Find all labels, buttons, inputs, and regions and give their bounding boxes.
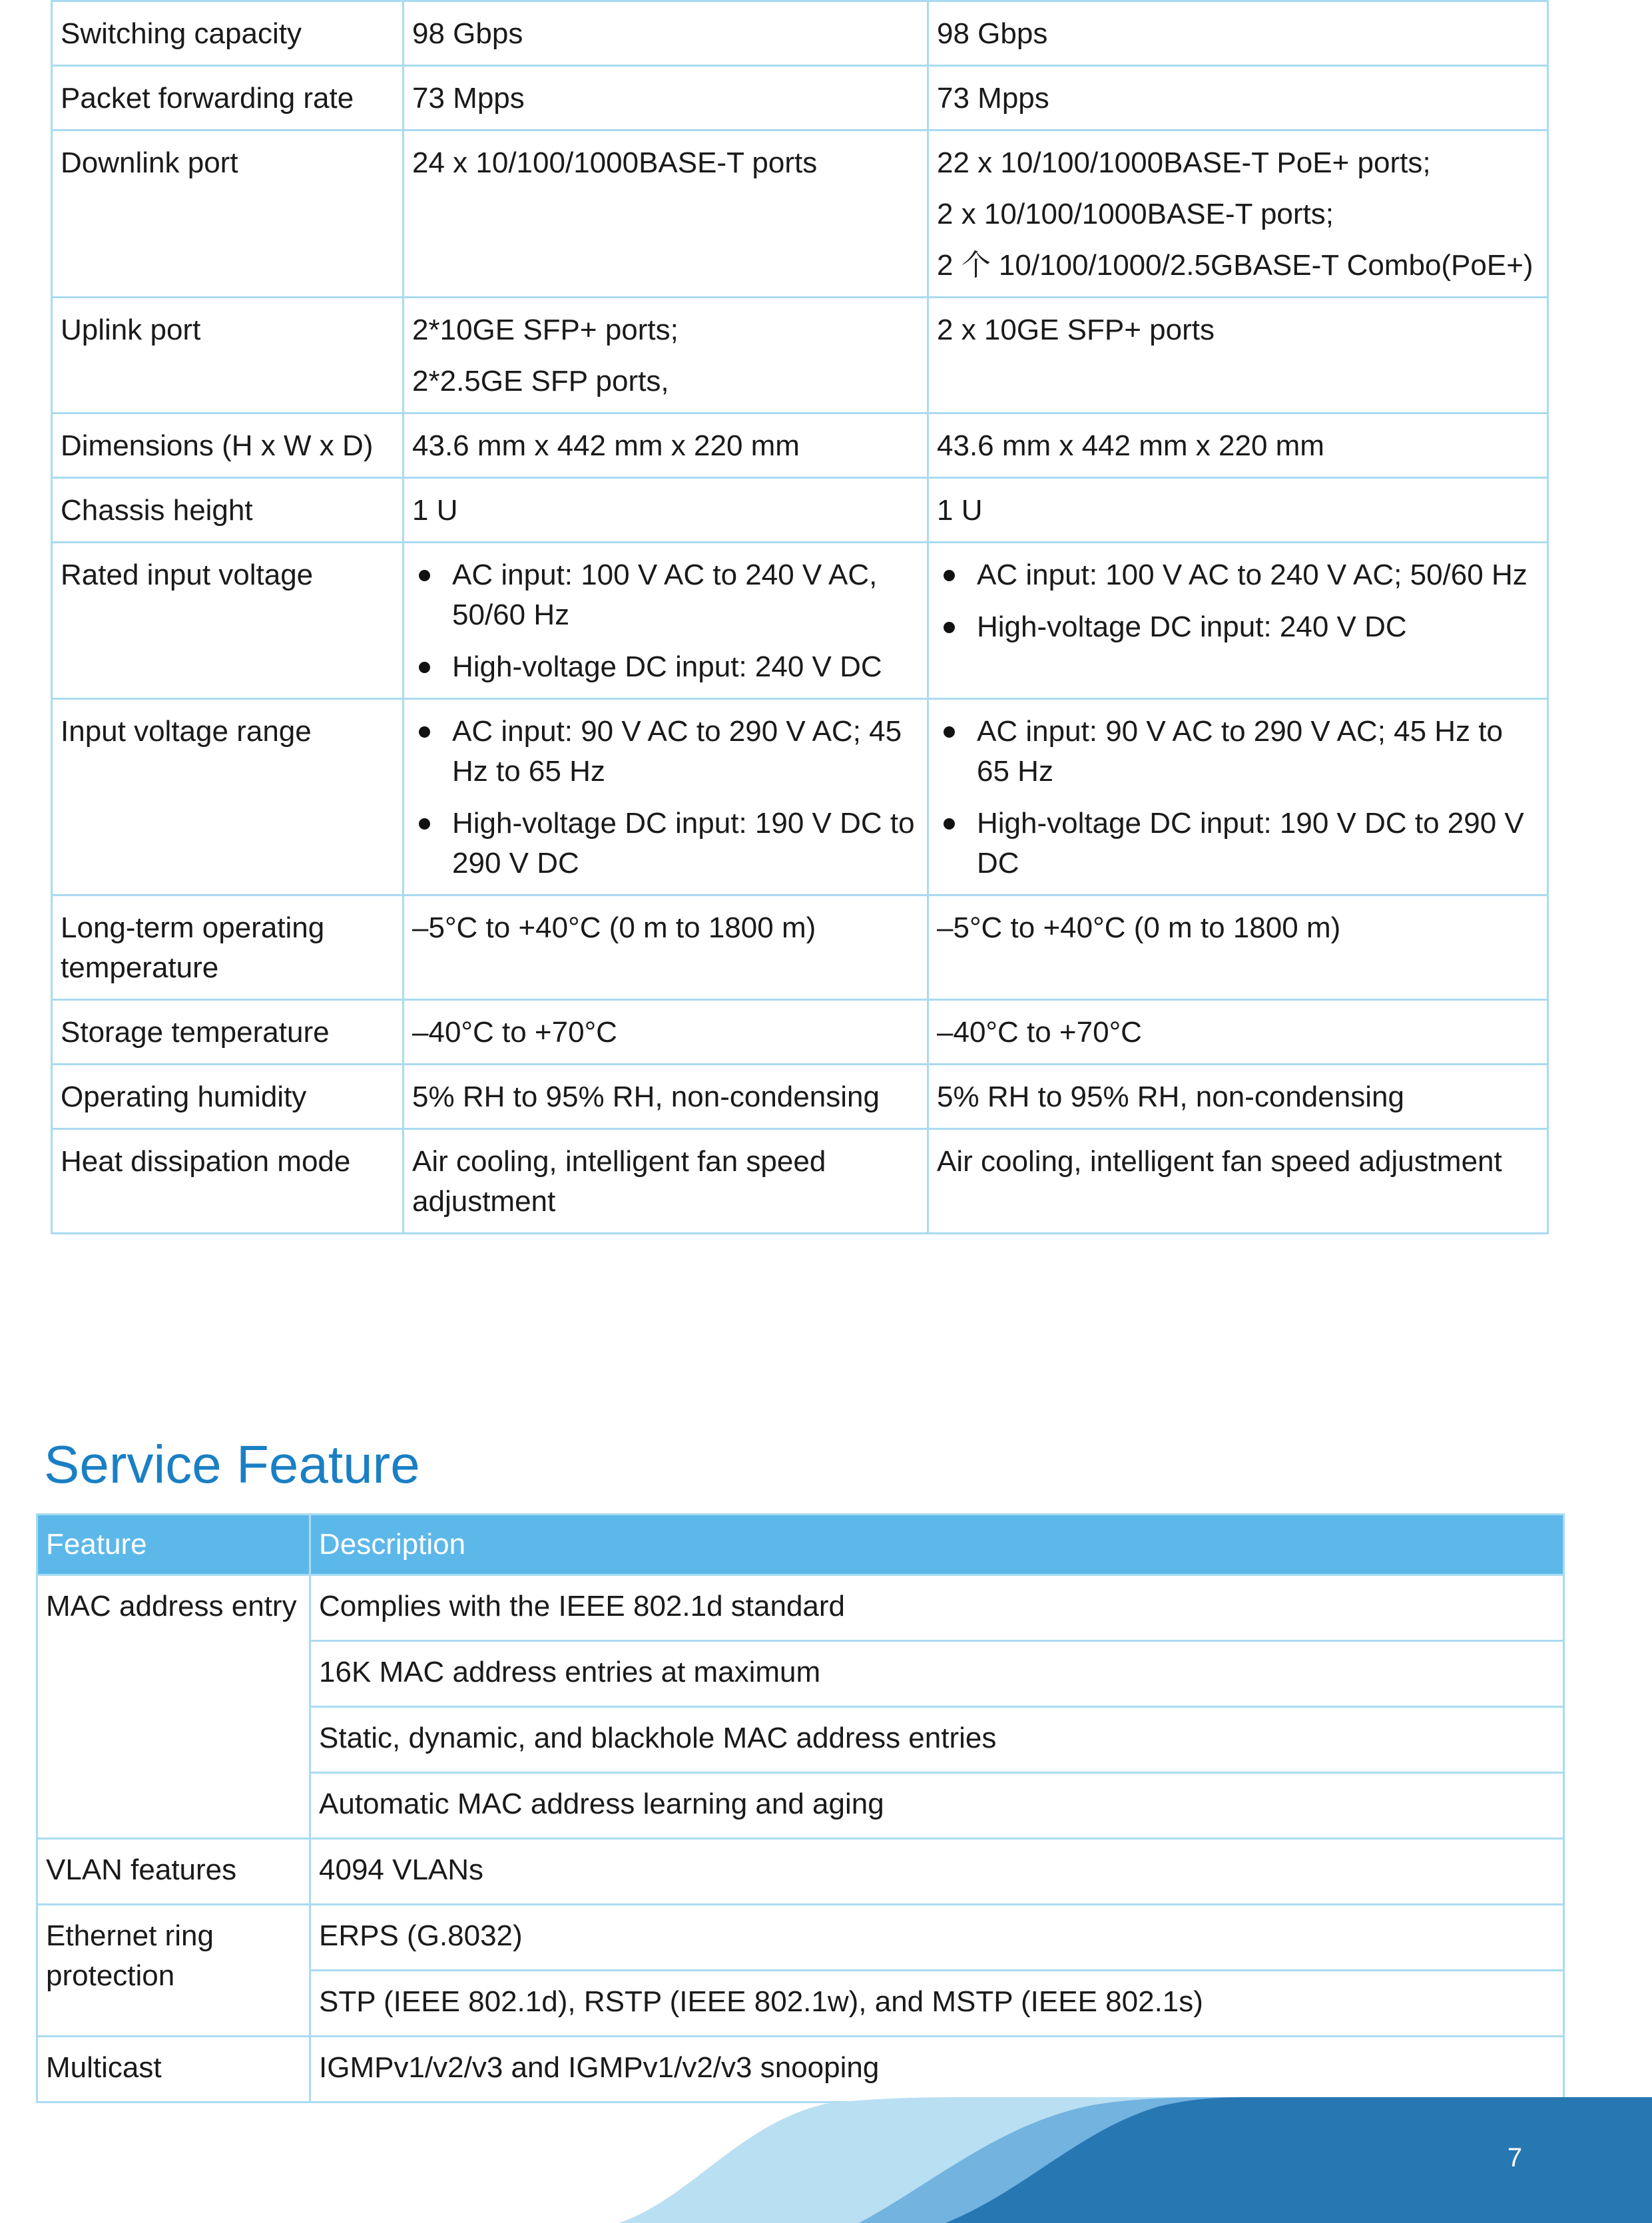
spec-label: Operating humidity [52, 1065, 404, 1129]
spec-value [928, 66, 1548, 130]
spec-value [928, 413, 1548, 478]
table-row [52, 130, 1548, 298]
spec-value [928, 895, 1548, 1000]
table-row [52, 413, 1548, 478]
bullet-list [412, 712, 919, 883]
feature-description: Automatic MAC address learning and aging [310, 1773, 1564, 1839]
table-row [52, 66, 1548, 130]
spec-value [928, 130, 1548, 298]
spec-value-line: –5°C to +40°C (0 m to 1800 m) [937, 911, 1341, 944]
spec-label: Heat dissipation mode [52, 1129, 404, 1234]
spec-label: Long-term operating temperature [52, 895, 404, 1000]
spec-label: Dimensions (H x W x D) [52, 413, 404, 478]
spec-value-line: –5°C to +40°C (0 m to 1800 m) [412, 911, 816, 944]
table-row [37, 1839, 1564, 1905]
feature-description: ERPS (G.8032) [310, 1905, 1564, 1971]
spec-value [404, 699, 928, 895]
bullet-list [937, 712, 1539, 883]
spec-value [404, 413, 928, 478]
spec-value [928, 1, 1548, 66]
spec-value [928, 1129, 1548, 1234]
spec-label: Switching capacity [52, 1, 404, 66]
spec-value [928, 1065, 1548, 1129]
spec-value [928, 699, 1548, 895]
feature-description: 4094 VLANs [310, 1839, 1564, 1905]
spec-value-line: Air cooling, intelligent fan speed adjustment [937, 1145, 1502, 1178]
spec-value [404, 895, 928, 1000]
bullet-list [937, 555, 1539, 647]
spec-value-line: 2*2.5GE SFP ports, [412, 365, 669, 397]
table-row [52, 1129, 1548, 1234]
spec-value [404, 1129, 928, 1234]
table-row [52, 1000, 1548, 1065]
spec-label: Packet forwarding rate [52, 66, 404, 130]
spec-value [404, 1000, 928, 1065]
feature-description: Static, dynamic, and blackhole MAC address entries [310, 1707, 1564, 1773]
spec-value-line: 98 Gbps [937, 17, 1048, 50]
bullet-item: High-voltage DC input: 240 V DC [412, 647, 919, 687]
table-row [52, 543, 1548, 699]
page-number: 7 [1507, 2143, 1523, 2172]
spec-value-line: 5% RH to 95% RH, non-condensing [412, 1081, 880, 1113]
spec-value [928, 1000, 1548, 1065]
spec-value-line: 2 个 10/100/1000/2.5GBASE-T Combo(PoE+) [937, 249, 1533, 282]
spec-value-line: 2 x 10/100/1000BASE-T ports; [937, 198, 1334, 230]
bullet-list [412, 555, 919, 687]
feature-name: Ethernet ring protection [37, 1905, 310, 2037]
spec-value-line: –40°C to +70°C [937, 1016, 1142, 1049]
spec-value [404, 1, 928, 66]
feature-description: STP (IEEE 802.1d), RSTP (IEEE 802.1w), and MSTP (IEEE 802.1s) [310, 1971, 1564, 2037]
bullet-item: High-voltage DC input: 190 V DC to 290 V DC [412, 804, 919, 883]
spec-value-line: 73 Mpps [412, 82, 525, 115]
specification-table [51, 0, 1549, 1234]
spec-value-line: 1 U [937, 494, 983, 527]
spec-value [928, 543, 1548, 699]
table-row [52, 478, 1548, 543]
bullet-item: AC input: 100 V AC to 240 V AC; 50/60 Hz [937, 555, 1539, 595]
spec-value [928, 478, 1548, 543]
table-row [37, 2037, 1564, 2102]
spec-value-line: 2*10GE SFP+ ports; [412, 314, 679, 346]
feature-description: Complies with the IEEE 802.1d standard [310, 1575, 1564, 1641]
spec-value [404, 1065, 928, 1129]
table-row [52, 298, 1548, 413]
feature-name: Multicast [37, 2037, 310, 2102]
feature-description: 16K MAC address entries at maximum [310, 1641, 1564, 1707]
spec-label: Input voltage range [52, 699, 404, 895]
table-header-row [37, 1515, 1564, 1575]
spec-value [404, 130, 928, 298]
table-row [37, 1575, 1564, 1641]
header-description: Description [310, 1515, 1564, 1575]
spec-value-line: 24 x 10/100/1000BASE-T ports [412, 146, 818, 179]
table-row [52, 895, 1548, 1000]
feature-name: VLAN features [37, 1839, 310, 1905]
spec-value-line: 43.6 mm x 442 mm x 220 mm [937, 429, 1324, 462]
spec-label: Downlink port [52, 130, 404, 298]
spec-label: Uplink port [52, 298, 404, 413]
bullet-item: AC input: 90 V AC to 290 V AC; 45 Hz to 65 Hz [937, 712, 1539, 792]
table-row [37, 1905, 1564, 1971]
section-title: Service Feature [44, 1435, 420, 1494]
spec-label: Rated input voltage [52, 543, 404, 699]
bullet-item: High-voltage DC input: 240 V DC [937, 607, 1539, 647]
table-row [52, 1065, 1548, 1129]
spec-label: Storage temperature [52, 1000, 404, 1065]
bullet-item: High-voltage DC input: 190 V DC to 290 V DC [937, 804, 1539, 883]
spec-value-line: 98 Gbps [412, 17, 523, 50]
bullet-item: AC input: 90 V AC to 290 V AC; 45 Hz to 65 Hz [412, 712, 919, 792]
spec-value [404, 298, 928, 413]
spec-value [404, 543, 928, 699]
spec-value-line: 2 x 10GE SFP+ ports [937, 314, 1215, 346]
table-row [52, 699, 1548, 895]
footer-wave-decoration [0, 2097, 1652, 2223]
header-feature: Feature [37, 1515, 310, 1575]
spec-value-line: 1 U [412, 494, 458, 527]
spec-value-line: 22 x 10/100/1000BASE-T PoE+ ports; [937, 146, 1431, 179]
feature-name: MAC address entry [37, 1575, 310, 1839]
spec-label: Chassis height [52, 478, 404, 543]
spec-value-line: –40°C to +70°C [412, 1016, 617, 1049]
table-row [52, 1, 1548, 66]
feature-description: IGMPv1/v2/v3 and IGMPv1/v2/v3 snooping [310, 2037, 1564, 2102]
bullet-item: AC input: 100 V AC to 240 V AC, 50/60 Hz [412, 555, 919, 635]
spec-value [404, 66, 928, 130]
spec-value-line: Air cooling, intelligent fan speed adjustment [412, 1145, 826, 1218]
spec-value-line: 73 Mpps [937, 82, 1049, 115]
spec-value [928, 298, 1548, 413]
spec-value [404, 478, 928, 543]
spec-value-line: 5% RH to 95% RH, non-condensing [937, 1081, 1404, 1113]
service-feature-table [36, 1513, 1565, 2103]
spec-value-line: 43.6 mm x 442 mm x 220 mm [412, 429, 800, 462]
